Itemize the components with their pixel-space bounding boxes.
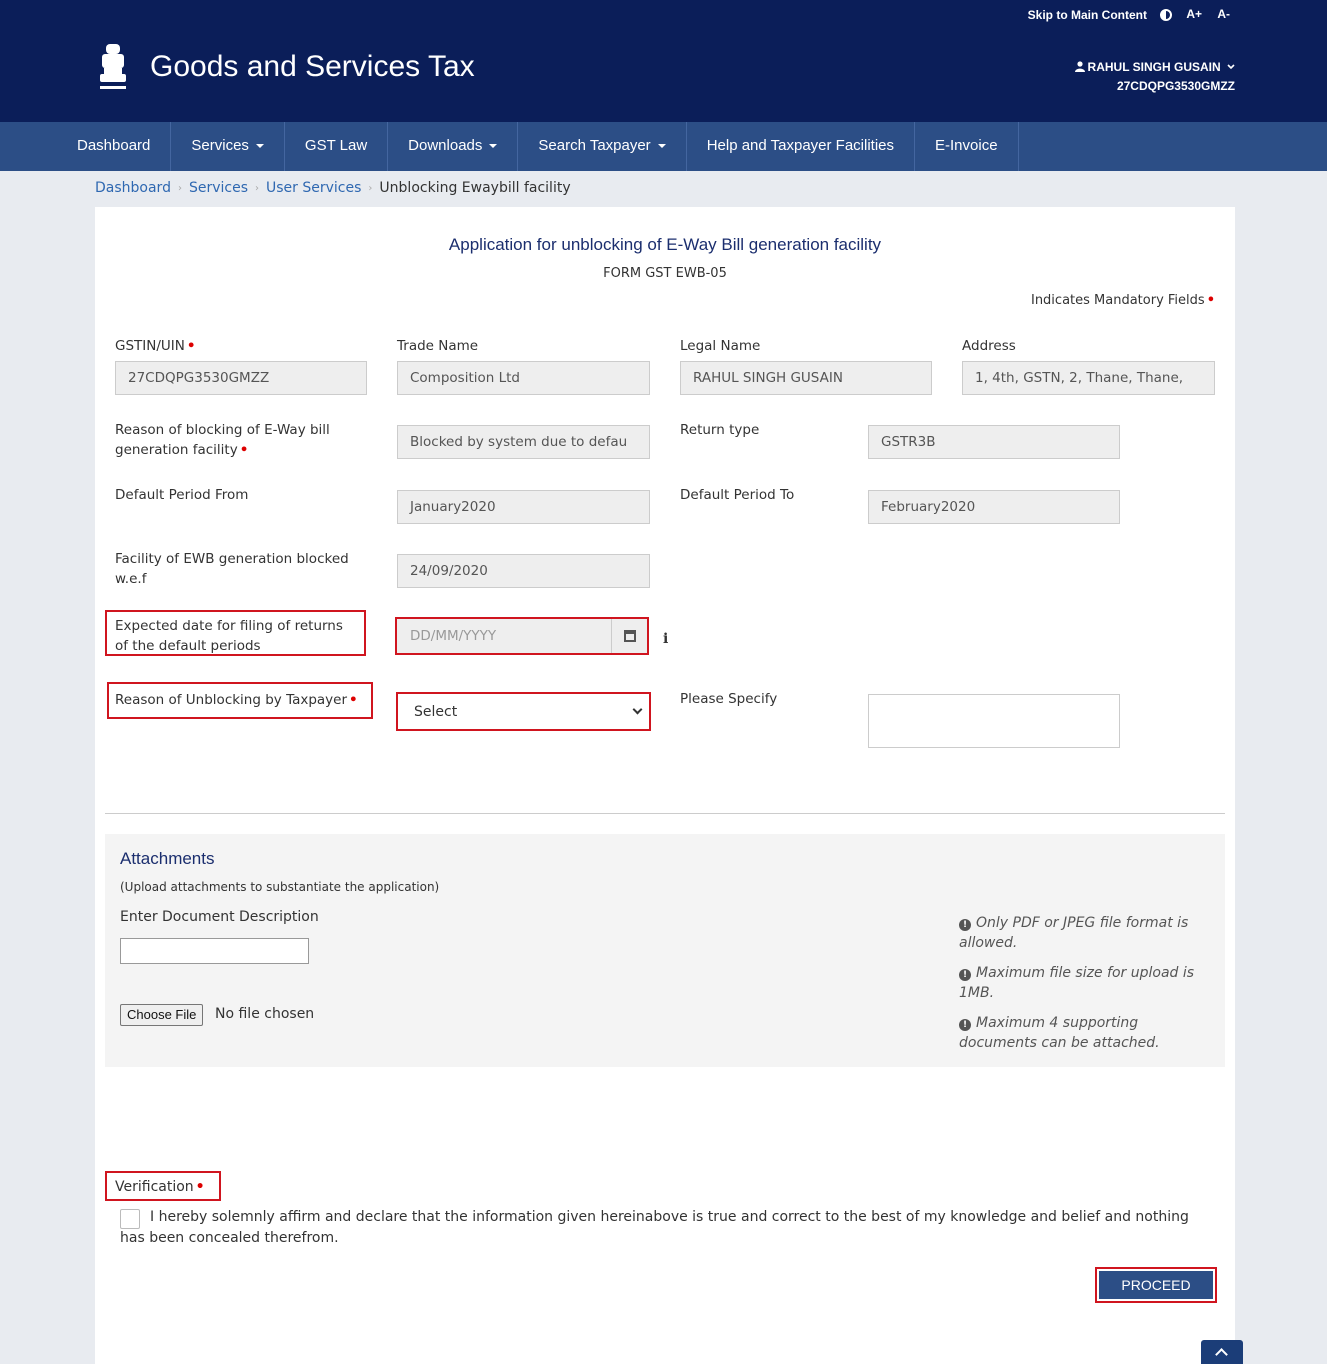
breadcrumb-separator-icon: › xyxy=(255,182,260,194)
block-reason-field[interactable]: Blocked by system due to defau xyxy=(397,425,650,459)
verification-label-text: Verification xyxy=(115,1179,194,1195)
please-specify-textarea[interactable] xyxy=(868,694,1120,748)
scroll-to-top-button[interactable] xyxy=(1201,1340,1243,1364)
breadcrumb-separator-icon: › xyxy=(368,182,373,194)
doc-description-input[interactable] xyxy=(120,938,309,964)
period-from-label: Default Period From xyxy=(115,487,249,503)
main-nav-items xyxy=(57,122,1019,171)
expected-date-picker xyxy=(395,617,649,655)
breadcrumb-current: Unblocking Ewaybill facility xyxy=(379,180,571,196)
section-divider xyxy=(105,813,1225,814)
required-marker: • xyxy=(195,1179,205,1195)
caret-down-icon xyxy=(489,144,497,148)
chevron-up-icon xyxy=(1215,1348,1228,1361)
main-nav xyxy=(0,122,1327,171)
nav-item-label: E-Invoice xyxy=(935,137,998,154)
legal-name-field[interactable]: RAHUL SINGH GUSAIN xyxy=(680,361,932,395)
user-name: RAHUL SINGH GUSAIN xyxy=(1087,60,1221,74)
nav-item-label: Search Taxpayer xyxy=(538,137,651,154)
period-from-field[interactable]: January2020 xyxy=(397,490,650,524)
skip-to-main-link[interactable]: Skip to Main Content xyxy=(1027,8,1147,22)
expected-date-label-box xyxy=(105,610,366,656)
unblock-reason-label-text: Reason of Unblocking by Taxpayer xyxy=(115,692,348,708)
font-increase-button[interactable]: A+ xyxy=(1186,7,1202,21)
required-marker: • xyxy=(1206,293,1215,308)
required-marker: • xyxy=(239,442,249,458)
nav-item-label: GST Law xyxy=(304,137,368,154)
period-to-label: Default Period To xyxy=(680,487,795,503)
verification-label-box xyxy=(105,1171,221,1201)
breadcrumb-services[interactable]: Services xyxy=(188,180,249,196)
trade-name-label: Trade Name xyxy=(397,338,479,354)
chevron-down-icon xyxy=(1227,64,1235,70)
address-label: Address xyxy=(962,338,1016,354)
chevron-down-icon xyxy=(633,705,643,715)
info-icon: ! xyxy=(959,1019,971,1031)
mandatory-note-text: Indicates Mandatory Fields xyxy=(1030,293,1205,308)
period-to-field[interactable]: February2020 xyxy=(868,490,1120,524)
note-file-format xyxy=(959,913,1209,953)
required-marker: • xyxy=(349,692,358,708)
nav-item-help-and-taxpayer-facilities[interactable] xyxy=(687,122,915,171)
unblock-reason-select[interactable] xyxy=(396,692,651,731)
note-file-format-text: Only PDF or JPEG file format is allowed. xyxy=(959,915,1189,951)
please-specify-label: Please Specify xyxy=(680,691,778,707)
block-reason-label-text: Reason of blocking of E-Way bill generation facility xyxy=(115,422,330,458)
unblock-reason-label-box xyxy=(107,682,373,719)
blocked-wef-field[interactable]: 24/09/2020 xyxy=(397,554,650,588)
legal-name-label: Legal Name xyxy=(680,338,761,354)
verification-label xyxy=(115,1179,205,1195)
info-icon[interactable]: i xyxy=(663,631,669,647)
address-field[interactable]: 1, 4th, GSTN, 2, Thane, Thane, xyxy=(962,361,1215,395)
note-file-size-text: Maximum file size for upload is 1MB. xyxy=(959,965,1195,1001)
national-emblem-icon[interactable] xyxy=(96,40,130,96)
nav-item-label: Dashboard xyxy=(77,137,151,154)
block-reason-label xyxy=(115,420,365,460)
caret-down-icon xyxy=(256,144,264,148)
trade-name-field[interactable]: Composition Ltd xyxy=(397,361,650,395)
contrast-icon[interactable] xyxy=(1160,9,1172,21)
nav-item-e-invoice[interactable] xyxy=(915,122,1019,171)
gstin-label-text: GSTIN/UIN xyxy=(115,338,185,354)
site-header xyxy=(0,30,1327,122)
caret-down-icon xyxy=(658,144,666,148)
nav-item-label: Downloads xyxy=(408,137,483,154)
blocked-wef-label: Facility of EWB generation blocked w.e.f xyxy=(115,551,349,587)
user-icon xyxy=(1075,61,1085,72)
gstin-label xyxy=(115,336,196,356)
expected-date-label: Expected date for filing of returns of the default periods xyxy=(115,618,343,654)
font-decrease-button[interactable]: A- xyxy=(1217,7,1230,21)
doc-description-label: Enter Document Description xyxy=(120,909,319,925)
declaration-text: I hereby solemnly affirm and declare that the information given hereinabove is true and correct to the best of my knowledge and belief and nothing has been concealed therefrom. xyxy=(120,1209,1189,1246)
nav-item-search-taxpayer[interactable] xyxy=(518,122,686,171)
proceed-button[interactable]: PROCEED xyxy=(1099,1271,1213,1299)
page-title: Application for unblocking of E-Way Bill generation facility xyxy=(448,235,882,254)
note-max-docs-text: Maximum 4 supporting documents can be attached. xyxy=(959,1015,1160,1051)
info-icon: ! xyxy=(959,969,971,981)
proceed-button-box xyxy=(1095,1267,1217,1303)
site-title[interactable]: Goods and Services Tax xyxy=(150,50,475,83)
return-type-label: Return type xyxy=(680,422,760,438)
calendar-icon xyxy=(624,630,636,642)
nav-item-label: Help and Taxpayer Facilities xyxy=(706,137,895,154)
declaration-checkbox[interactable] xyxy=(120,1209,140,1229)
calendar-button[interactable] xyxy=(611,619,647,653)
unblock-reason-selected: Select xyxy=(414,704,458,720)
user-gstin: 27CDQPG3530GMZZ xyxy=(1116,79,1235,93)
nav-item-label: Services xyxy=(191,137,249,154)
breadcrumb-separator-icon: › xyxy=(177,182,182,194)
unblock-reason-label xyxy=(115,690,358,710)
top-utility-bar xyxy=(0,0,1327,30)
note-max-docs xyxy=(959,1013,1209,1053)
nav-item-gst-law[interactable] xyxy=(285,122,388,171)
gstin-field[interactable]: 27CDQPG3530GMZZ xyxy=(115,361,367,395)
nav-item-downloads[interactable] xyxy=(388,122,518,171)
attachments-panel xyxy=(105,834,1225,1067)
return-type-field[interactable]: GSTR3B xyxy=(868,425,1120,459)
user-menu[interactable] xyxy=(1075,60,1235,74)
breadcrumb xyxy=(95,180,571,196)
choose-file-button[interactable]: Choose File xyxy=(120,1004,203,1026)
attachments-title: Attachments xyxy=(120,849,215,868)
required-marker: • xyxy=(186,338,196,354)
nav-item-services[interactable] xyxy=(171,122,285,171)
expected-date-input[interactable]: DD/MM/YYYY xyxy=(397,619,611,653)
mandatory-note xyxy=(1031,293,1215,308)
info-icon: ! xyxy=(959,919,971,931)
note-file-size xyxy=(959,963,1209,1003)
breadcrumb-dashboard[interactable]: Dashboard xyxy=(95,180,171,196)
breadcrumb-user-services[interactable]: User Services xyxy=(266,180,362,196)
form-card xyxy=(95,207,1235,1364)
form-code: FORM GST EWB-05 xyxy=(603,266,727,281)
attachments-subtitle: (Upload attachments to substantiate the application) xyxy=(120,880,440,894)
nav-item-dashboard[interactable] xyxy=(57,122,171,171)
no-file-text: No file chosen xyxy=(215,1006,315,1022)
